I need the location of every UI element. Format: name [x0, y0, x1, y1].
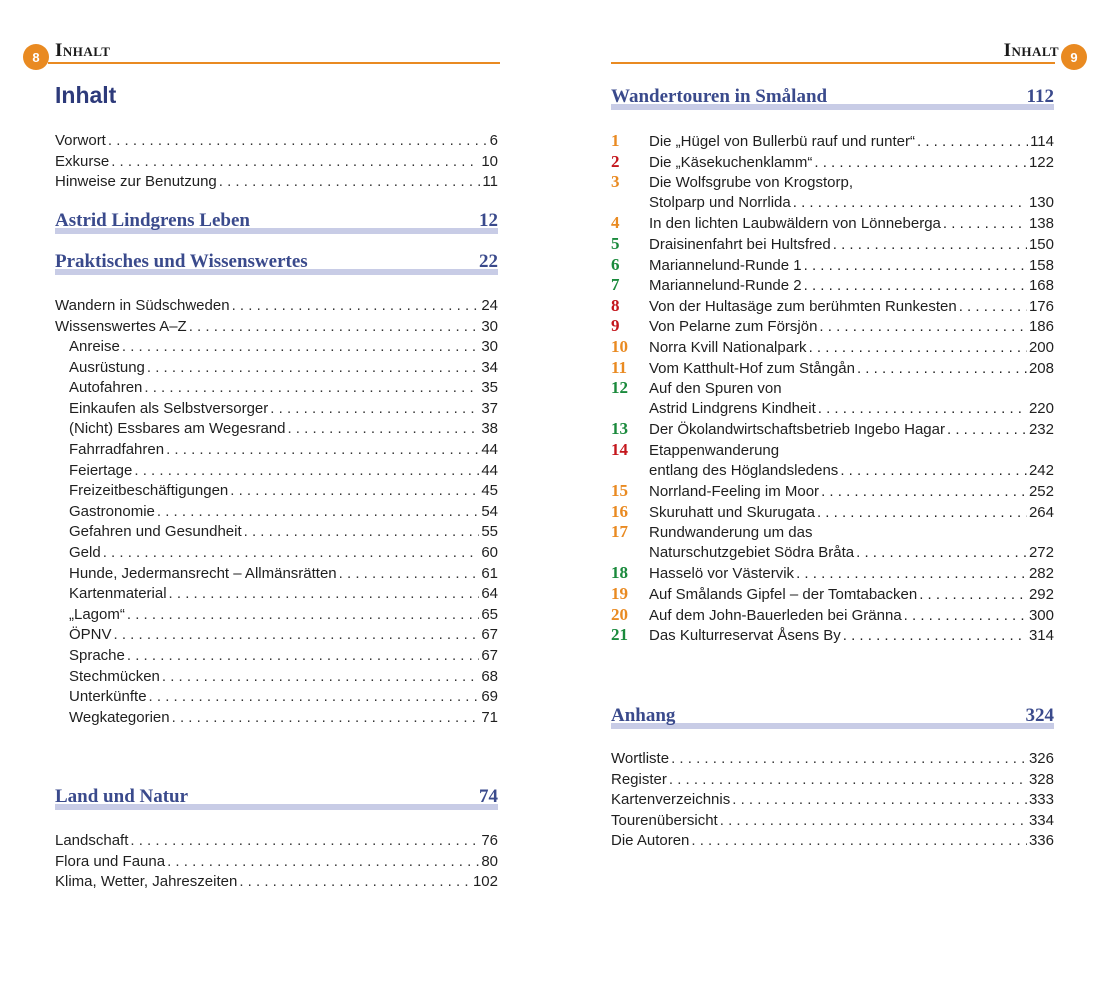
toc-entry[interactable]	[55, 667, 498, 688]
toc-entry-page: 333	[1028, 791, 1054, 809]
anhang-list	[611, 749, 1054, 852]
toc-entry[interactable]	[55, 564, 498, 585]
leader-dots	[172, 708, 480, 729]
toc-entry[interactable]	[55, 852, 498, 873]
leader-dots	[671, 749, 1027, 770]
toc-entry[interactable]	[55, 461, 498, 482]
toc-entry-label: Hunde, Jedermansrecht – Allmänsrätten	[69, 564, 337, 582]
toc-entry-label: Wandern in Südschweden	[55, 297, 230, 314]
toc-entry[interactable]	[55, 419, 498, 440]
leader-dots	[339, 564, 480, 585]
leader-dots	[244, 522, 480, 543]
toc-entry[interactable]	[611, 770, 1054, 791]
toc-entry[interactable]	[55, 543, 498, 564]
toc-entry-label: „Lagom“	[69, 605, 125, 623]
page-title: Inhalt	[55, 82, 117, 108]
tour-page: 168	[1028, 277, 1054, 295]
leader-dots	[287, 419, 479, 440]
toc-entry-label: Anreise	[69, 338, 120, 355]
toc-entry-page: 30	[481, 317, 498, 335]
leader-dots	[821, 482, 1027, 503]
tour-number: 16	[611, 501, 628, 521]
toc-entry-label: Wortliste	[611, 750, 670, 767]
leader-dots	[959, 297, 1027, 318]
toc-entry-label: Gastronomie	[69, 502, 155, 520]
tour-title: Draisinenfahrt bei Hultsfred	[649, 235, 831, 253]
leader-dots	[149, 687, 480, 708]
tour-title: Astrid Lindgrens Kindheit	[649, 399, 816, 417]
leader-dots	[239, 872, 471, 893]
tour-page: 300	[1028, 606, 1054, 624]
tour-number: 15	[611, 481, 628, 501]
tour-entry[interactable]	[611, 461, 1054, 482]
leader-dots	[127, 646, 479, 667]
toc-entry[interactable]	[55, 687, 498, 708]
leader-dots	[669, 770, 1027, 791]
toc-entry[interactable]	[55, 584, 498, 605]
section-page: 324	[1025, 705, 1054, 726]
toc-entry-label: Kartenverzeichnis	[611, 791, 731, 809]
toc-entry-label: Register	[611, 770, 667, 788]
toc-entry-page: 30	[481, 338, 498, 355]
tour-page: 220	[1028, 399, 1054, 417]
toc-entry-page: 61	[481, 564, 498, 582]
leader-dots	[817, 503, 1027, 524]
toc-entry-page: 44	[481, 461, 498, 479]
toc-entry-page: 54	[481, 502, 498, 520]
page-number-right: 9	[1061, 44, 1087, 70]
toc-entry-label: Flora und Fauna	[55, 852, 166, 870]
tour-entry[interactable]	[611, 481, 1054, 502]
tour-page: 252	[1028, 483, 1054, 501]
section-title: Astrid Lindgrens Leben	[55, 210, 250, 231]
toc-entry-label: Stechmücken	[69, 667, 160, 685]
leader-dots	[947, 420, 1027, 441]
tour-number: 20	[611, 604, 628, 624]
tour-entry[interactable]	[611, 605, 1054, 626]
tour-page: 138	[1028, 215, 1054, 233]
toc-entry[interactable]	[611, 790, 1054, 811]
leader-dots	[720, 811, 1027, 832]
toc-entry-page: 328	[1028, 770, 1054, 788]
toc-entry-label: Klima, Wetter, Jahreszeiten	[55, 873, 238, 891]
toc-entry-page: 44	[481, 440, 498, 458]
tour-title: Auf Smålands Gipfel – der Tomtabacken	[649, 586, 918, 604]
tour-page: 150	[1028, 235, 1054, 253]
tour-page: 186	[1028, 318, 1054, 336]
tour-list	[611, 131, 1054, 646]
toc-entry-page: 35	[481, 379, 498, 397]
section-page: 22	[479, 251, 498, 272]
toc-entry-page: 326	[1028, 750, 1054, 767]
section-heading-leben[interactable]	[55, 210, 498, 234]
tour-number: 14	[611, 439, 628, 459]
toc-entry-page: 102	[472, 873, 498, 891]
section-page: 112	[1026, 86, 1054, 107]
leader-dots	[919, 585, 1027, 606]
tour-title: Mariannelund-Runde 2	[649, 277, 802, 295]
tour-number: 7	[611, 275, 620, 295]
leader-dots	[114, 625, 480, 646]
section-heading-touren[interactable]	[611, 86, 1054, 110]
tour-title: Die Wolfsgrube von Krogstorp,	[649, 174, 853, 192]
toc-entry-page: 64	[481, 585, 498, 603]
leader-dots	[103, 543, 480, 564]
tour-number: 4	[611, 213, 620, 233]
tour-entry[interactable]	[611, 543, 1054, 564]
toc-entry[interactable]	[55, 440, 498, 461]
tour-entry[interactable]	[611, 131, 1054, 152]
tour-number: 10	[611, 336, 628, 356]
section-title: Praktisches und Wissenswertes	[55, 251, 308, 272]
section-title: Land und Natur	[55, 786, 189, 807]
leader-dots	[111, 152, 479, 173]
section-heading-anhang[interactable]	[611, 705, 1054, 729]
tour-entry[interactable]	[611, 193, 1054, 214]
running-head-left: Inhalt	[55, 40, 111, 61]
leader-dots	[157, 502, 479, 523]
section-heading-land[interactable]	[55, 786, 498, 810]
tour-entry[interactable]	[611, 378, 1054, 399]
toc-entry[interactable]	[55, 605, 498, 626]
leader-dots	[840, 461, 1027, 482]
tour-entry[interactable]	[611, 275, 1054, 296]
right-page	[555, 0, 1111, 1000]
toc-entry-label: Exkurse	[55, 152, 110, 170]
tour-page: 200	[1028, 338, 1054, 356]
tour-number: 3	[611, 172, 620, 192]
tour-page: 272	[1028, 543, 1054, 561]
toc-entry-label: Gefahren und Gesundheit	[69, 523, 242, 541]
toc-entry[interactable]	[55, 131, 498, 152]
leader-dots	[147, 358, 479, 379]
toc-entry-label: Autofahren	[69, 379, 143, 397]
header-rule-right	[611, 62, 1055, 64]
toc-entry-label: Freizeitbeschäftigungen	[69, 482, 229, 500]
toc-entry[interactable]	[611, 749, 1054, 770]
section-title: Anhang	[611, 705, 676, 726]
tour-entry[interactable]	[611, 522, 1054, 543]
tour-number: 9	[611, 316, 620, 336]
tour-entry[interactable]	[611, 419, 1054, 440]
toc-entry-page: 11	[482, 173, 498, 191]
tour-entry[interactable]	[611, 172, 1054, 193]
toc-entry[interactable]	[55, 152, 498, 173]
toc-entry-label: Hinweise zur Benutzung	[55, 173, 217, 191]
tour-entry[interactable]	[611, 234, 1054, 255]
tour-entry[interactable]	[611, 255, 1054, 276]
leader-dots	[917, 132, 1028, 153]
tour-title: Die „Käsekuchenklamm“	[649, 153, 813, 171]
leader-dots	[732, 790, 1027, 811]
toc-entry-label: Kartenmaterial	[69, 585, 167, 603]
tour-title: Der Ökolandwirtschaftsbetrieb Ingebo Hagar	[649, 421, 945, 439]
tour-entry[interactable]	[611, 213, 1054, 234]
tour-number: 21	[611, 625, 628, 645]
header-rule-left	[48, 62, 500, 64]
tour-page: 282	[1028, 565, 1054, 583]
leader-dots	[814, 153, 1027, 174]
toc-entry[interactable]	[55, 646, 498, 667]
toc-entry-page: 80	[481, 852, 498, 870]
az-list	[55, 337, 498, 728]
toc-entry-page: 37	[481, 399, 498, 417]
toc-entry[interactable]	[55, 481, 498, 502]
toc-entry-label: Vorwort	[55, 132, 106, 149]
toc-entry-page: 67	[481, 646, 498, 664]
leader-dots	[818, 399, 1027, 420]
toc-entry-page: 55	[481, 523, 498, 541]
leader-dots	[804, 256, 1027, 277]
toc-entry-label: Wegkategorien	[69, 708, 170, 726]
tour-title: In den lichten Laubwäldern von Lönneberga	[649, 215, 941, 233]
toc-entry-page: 45	[481, 482, 498, 500]
tour-entry[interactable]	[611, 625, 1054, 646]
tour-page: 232	[1028, 421, 1054, 439]
leader-dots	[843, 626, 1027, 647]
tour-title: Norra Kvill Nationalpark	[649, 338, 807, 356]
section-page: 74	[479, 786, 498, 807]
tour-entry[interactable]	[611, 337, 1054, 358]
tour-page: 158	[1028, 256, 1054, 274]
tour-number: 5	[611, 233, 620, 253]
tour-number: 6	[611, 254, 620, 274]
tour-page: 114	[1030, 133, 1054, 150]
tour-title: entlang des Höglandsledens	[649, 461, 839, 479]
toc-entry-page: 68	[481, 667, 498, 685]
tour-entry[interactable]	[611, 563, 1054, 584]
tour-number: 2	[611, 151, 620, 171]
leader-dots	[167, 852, 479, 873]
tour-entry[interactable]	[611, 358, 1054, 379]
leader-dots	[904, 606, 1027, 627]
toc-entry-page: 24	[481, 297, 498, 314]
tour-title: Norrland-Feeling im Moor	[649, 483, 820, 501]
toc-entry-label: (Nicht) Essbares am Wegesrand	[69, 420, 286, 438]
tour-page: 122	[1028, 153, 1054, 171]
leader-dots	[856, 543, 1027, 564]
toc-entry[interactable]	[55, 296, 498, 317]
toc-entry-label: Sprache	[69, 646, 125, 664]
tour-entry[interactable]	[611, 399, 1054, 420]
toc-entry-page: 34	[481, 358, 498, 376]
tour-page: 264	[1028, 503, 1054, 521]
tour-page: 176	[1028, 297, 1054, 315]
tour-page: 292	[1028, 586, 1054, 604]
left-page	[0, 0, 555, 1000]
running-head-right: Inhalt	[1003, 40, 1059, 61]
toc-entry-page: 76	[481, 832, 498, 849]
toc-entry[interactable]	[55, 831, 498, 852]
leader-dots	[130, 831, 479, 852]
toc-entry-label: Geld	[69, 543, 101, 561]
toc-entry-label: Feiertage	[69, 461, 133, 479]
toc-entry-label: Landschaft	[55, 832, 129, 849]
toc-entry[interactable]	[55, 399, 498, 420]
toc-entry[interactable]	[55, 378, 498, 399]
tour-number: 12	[611, 378, 628, 398]
leader-dots	[691, 831, 1027, 852]
leader-dots	[219, 172, 481, 193]
toc-entry-page: 65	[481, 605, 498, 623]
toc-entry-page: 6	[489, 132, 498, 149]
leader-dots	[108, 131, 488, 152]
tour-title: Das Kulturreservat Åsens By	[649, 627, 841, 645]
praktisch-list	[55, 296, 498, 337]
toc-entry-page: 10	[481, 152, 498, 170]
toc-entry-page: 67	[481, 626, 498, 644]
tour-title: Auf dem John-Bauerleden bei Gränna	[649, 606, 902, 624]
toc-entry[interactable]	[611, 811, 1054, 832]
leader-dots	[122, 337, 479, 358]
leader-dots	[166, 440, 479, 461]
toc-entry[interactable]	[55, 502, 498, 523]
tour-entry[interactable]	[611, 440, 1054, 461]
tour-title: Mariannelund-Runde 1	[649, 256, 802, 274]
leader-dots	[134, 461, 479, 482]
toc-entry-label: Die Autoren	[611, 832, 690, 850]
tour-title: Von Pelarne zum Försjön	[649, 318, 818, 336]
toc-entry-label: Ausrüstung	[69, 358, 145, 376]
tour-number: 18	[611, 563, 628, 583]
toc-entry-page: 60	[481, 543, 498, 561]
leader-dots	[189, 317, 480, 338]
leader-dots	[169, 584, 480, 605]
tour-entry[interactable]	[611, 296, 1054, 317]
section-page: 12	[479, 210, 498, 231]
tour-number: 17	[611, 522, 628, 542]
tour-page: 314	[1028, 627, 1054, 645]
toc-entry-page: 336	[1028, 832, 1054, 850]
leader-dots	[793, 193, 1027, 214]
tour-page: 208	[1028, 359, 1054, 377]
toc-entry-page: 38	[481, 420, 498, 438]
tour-title: Hasselö vor Västervik	[649, 565, 795, 583]
tour-title: Etappenwanderung	[649, 441, 780, 459]
front-matter-list	[55, 131, 498, 193]
leader-dots	[796, 564, 1027, 585]
tour-entry[interactable]	[611, 502, 1054, 523]
tour-title: Auf den Spuren von	[649, 380, 782, 398]
toc-entry[interactable]	[55, 872, 498, 893]
tour-title: Die „Hügel von Bullerbü rauf und runter“	[649, 133, 915, 150]
toc-entry[interactable]	[55, 317, 498, 338]
leader-dots	[232, 296, 480, 317]
toc-entry-page: 71	[481, 708, 498, 726]
page-number-left: 8	[23, 44, 49, 70]
tour-number: 13	[611, 419, 628, 439]
tour-page: 130	[1028, 193, 1054, 211]
section-title: Wandertouren in Småland	[611, 86, 828, 107]
toc-entry[interactable]	[55, 337, 498, 358]
toc-entry-label: Einkaufen als Selbstversorger	[69, 399, 269, 417]
leader-dots	[127, 605, 479, 626]
tour-entry[interactable]	[611, 584, 1054, 605]
tour-number: 19	[611, 584, 628, 604]
leader-dots	[270, 399, 479, 420]
tour-title: Vom Katthult-Hof zum Stångån	[649, 359, 855, 377]
tour-number: 11	[611, 357, 628, 377]
toc-entry-label: Tourenübersicht	[611, 811, 718, 829]
toc-entry[interactable]	[55, 172, 498, 193]
toc-entry-page: 69	[481, 688, 498, 706]
tour-title: Von der Hultasäge zum berühmten Runkesten	[649, 297, 957, 315]
toc-entry[interactable]	[611, 831, 1054, 852]
land-list	[55, 831, 498, 893]
toc-entry[interactable]	[55, 708, 498, 729]
leader-dots	[857, 359, 1027, 380]
toc-entry-label: Fahrradfahren	[69, 440, 165, 458]
leader-dots	[162, 667, 479, 688]
toc-entry-label: Unterkünfte	[69, 688, 147, 706]
leader-dots	[804, 276, 1027, 297]
toc-entry-label: Wissenswertes A–Z	[55, 317, 187, 335]
tour-page: 242	[1028, 461, 1054, 479]
toc-entry[interactable]	[55, 625, 498, 646]
leader-dots	[819, 317, 1027, 338]
leader-dots	[230, 481, 479, 502]
tour-title: Rundwanderung um das	[649, 524, 813, 542]
leader-dots	[833, 235, 1027, 256]
tour-title: Stolparp und Norrlida	[649, 193, 791, 211]
toc-entry[interactable]	[55, 522, 498, 543]
tour-number: 1	[611, 131, 620, 150]
section-heading-praktisch[interactable]	[55, 251, 498, 275]
leader-dots	[943, 214, 1027, 235]
tour-entry[interactable]	[611, 316, 1054, 337]
toc-entry[interactable]	[55, 358, 498, 379]
tour-title: Naturschutzgebiet Södra Bråta	[649, 543, 855, 561]
tour-number: 8	[611, 295, 620, 315]
leader-dots	[144, 378, 479, 399]
toc-entry-label: ÖPNV	[69, 626, 112, 644]
tour-entry[interactable]	[611, 152, 1054, 173]
tour-title: Skuruhatt und Skurugata	[649, 503, 815, 521]
toc-entry-page: 334	[1028, 811, 1054, 829]
leader-dots	[809, 338, 1027, 359]
